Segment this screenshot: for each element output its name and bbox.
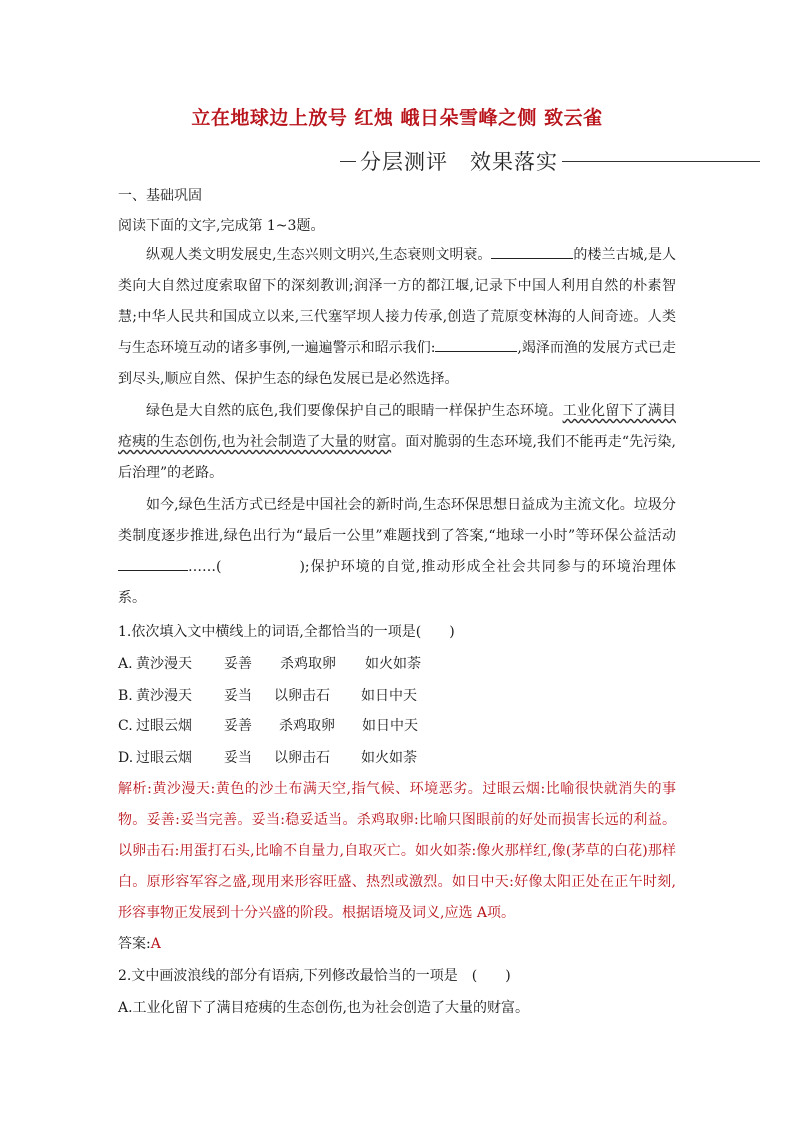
banner-rule-left: [340, 161, 356, 162]
section-banner: [340, 146, 760, 176]
option-word: 妥善: [224, 718, 252, 734]
question-1-stem: 1.依次填入文中横线上的词语,全都恰当的一项是( ): [118, 624, 455, 640]
option-word: 杀鸡取卵: [279, 718, 335, 734]
option-word: 过眼云烟: [136, 718, 192, 734]
option-word: 黄沙漫天: [136, 656, 192, 672]
question-2-stem: 2.文中画波浪线的部分有语病,下列修改最恰当的一项是 ( ): [118, 968, 511, 984]
option-key: B.: [118, 688, 133, 704]
option-word: 过眼云烟: [136, 750, 192, 766]
option-word: 妥善: [224, 656, 252, 672]
p2-text-b: 。面对脆弱的生态环境,我们不能再走“先污染,后治理”的老路。: [118, 434, 676, 481]
option-word: 如火如荼: [365, 656, 421, 672]
passage-paragraph-2: [118, 396, 676, 489]
p1-text-c: ,竭泽而渔的发展方式已走到尽头,顺应自然、保护生态的绿色发展已是必然选择。: [118, 340, 676, 387]
p1-text-a: 纵观人类文明发展史,生态兴则文明兴,生态衰则文明衰。: [146, 247, 492, 263]
question-2-option-a: A.工业化留下了满目疮痍的生态创伤,也为社会创造了大量的财富。: [118, 1000, 530, 1016]
fill-blank-2: [435, 337, 517, 352]
option-c: [118, 716, 418, 736]
option-word: 妥当: [224, 750, 252, 766]
option-word: 如日中天: [362, 718, 418, 734]
p3-text-c: );保护环境的自觉,推动形成全社会共同参与的环境治理体系。: [118, 559, 676, 606]
p3-text-a: 如今,绿色生活方式已经是中国社会的新时尚,生态环保思想日益成为主流文化。垃圾分类制度逐步推进,绿色出行为“最后一公里”难题找到了答案,“地球一小时”等环保公益活动: [118, 497, 676, 544]
option-word: 如火如荼: [361, 750, 417, 766]
passage-paragraph-3: [118, 490, 676, 614]
instruction-text: 阅读下面的文字,完成第 1~3题。: [118, 218, 325, 234]
option-a: [118, 654, 421, 674]
fill-blank-1: [491, 244, 573, 259]
option-word: 以卵击石: [274, 688, 330, 704]
p3-text-b: ……(: [188, 559, 222, 575]
option-key: D.: [118, 750, 134, 766]
option-word: 以卵击石: [274, 750, 330, 766]
option-word: 杀鸡取卵: [280, 656, 336, 672]
question-1-analysis: 解析:黄沙漫天:黄色的沙土布满天空,指气候、环境恶劣。过眼云烟:比喻很快就消失的事物。妥善:妥当完善。妥当:稳妥适当。杀鸡取卵:比喻只图眼前的好处而损害长远的利益。以卵击石:用蛋打石头,比喻不自量力,自取灭亡。如火如荼:像火那样红,像(茅草的白花)那样白。原形容军容之盛,现用来形容旺盛、热烈或激烈。如日中天:好像太阳正处在正午时刻,形容事物正发展到十分兴盛的阶段。根据语境及词义,应选 A项。: [118, 781, 676, 921]
answer-value: A: [150, 936, 161, 952]
option-key: A.: [118, 656, 133, 672]
p2-text-a: 绿色是大自然的底色,我们要像保护自己的眼睛一样保护生态环境。: [146, 403, 563, 419]
passage-paragraph-1: [118, 240, 676, 395]
option-word: 妥当: [224, 688, 252, 704]
banner-text: 分层测评 效果落实: [360, 150, 558, 174]
option-key: C.: [118, 718, 133, 734]
option-word: 如日中天: [361, 688, 417, 704]
answer-label: 答案:: [118, 936, 151, 952]
page-title: 立在地球边上放号 红烛 峨日朵雪峰之侧 致云雀: [191, 107, 603, 129]
option-d: [118, 748, 417, 768]
option-word: 黄沙漫天: [136, 688, 192, 704]
p1-text-b: 的楼兰古城,是人类向大自然过度索取留下的深刻教训;润泽一方的都江堰,记录下中国人利用自然的朴素智慧;中华人民共和国成立以来,三代塞罕坝人接力传承,创造了荒原变林海的人间奇迹。人类与生态环境互动的诸多事例,一遍遍警示和昭示我们:: [118, 247, 676, 356]
section-heading: 一、基础巩固: [118, 188, 202, 204]
wavy-underlined-sentence: 工业化留下了满目疮痍的生态创伤,也为社会制造了大量的财富: [118, 403, 677, 450]
option-b: [118, 686, 417, 706]
question-1-answer: [118, 934, 161, 954]
banner-rule-right: [562, 161, 760, 162]
fill-blank-3: [118, 556, 188, 571]
